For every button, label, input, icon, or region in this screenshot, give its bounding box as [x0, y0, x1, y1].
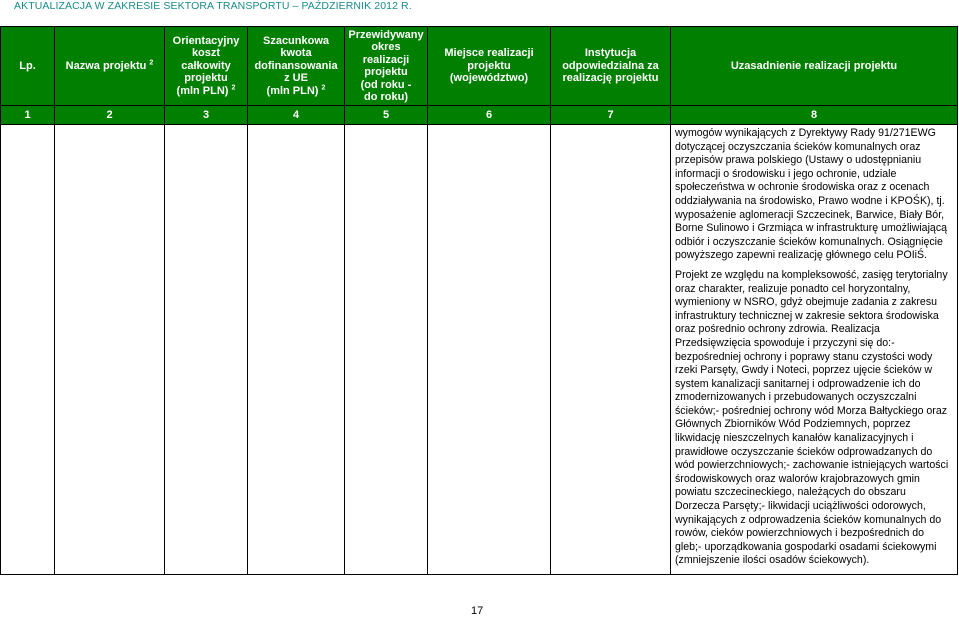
column-number: 2 — [55, 106, 165, 125]
header-line: projektu — [184, 72, 228, 85]
header-line: dofinansowania — [254, 59, 338, 72]
column-number: 7 — [551, 106, 671, 125]
header-institution — [551, 27, 671, 106]
header-line: Przewidywany — [348, 28, 424, 41]
column-number-row — [1, 106, 958, 125]
cell-total-cost — [165, 125, 248, 575]
footnote-marker: 2 — [149, 59, 154, 67]
header-line: Szacunkowa — [262, 34, 330, 47]
page-number: 17 — [471, 605, 484, 617]
cell-eu-funding — [248, 125, 345, 575]
table-row — [1, 125, 958, 575]
column-number: 8 — [671, 106, 958, 125]
header-line: realizację projektu — [562, 72, 659, 85]
header-line: Nazwa projektu — [65, 59, 147, 72]
justification-paragraph: wymogów wynikających z Dyrektywy Rady 91/271EWG dotyczącej oczyszczania ścieków komunalnych oraz przepisów prawa polskiego (Ustawy o udostępnianiu informacji o środowisku i jego ochronie, udziale społeczeństwa w ochronie środowiska oraz z ocenach oddziaływania na środowisko, Prawo wodne i KPOŚK), tj. wyposażenie aglomeracji Szczecinek, Barwice, Biały Bór, Borne Sulinowo i Grzmiąca w infrastrukturę umożliwiającą odbiór i oczyszczanie ścieków komunalnych. Osiągnięcie powyższego zapewni realizację głównego celu POIiŚ. — [675, 127, 948, 262]
header-line: (mln PLN) — [176, 84, 229, 97]
header-line: projektu — [364, 66, 408, 78]
header-eu-funding — [248, 27, 345, 106]
footnote-marker: 2 — [321, 84, 326, 92]
header-line: odpowiedzialna za — [562, 59, 659, 72]
cell-period — [345, 125, 428, 575]
cell-lp — [1, 125, 55, 575]
header-line: całkowity — [181, 59, 231, 72]
header-line: Uzasadnienie realizacji projektu — [730, 59, 898, 72]
header-row — [1, 27, 958, 106]
column-number: 3 — [165, 106, 248, 125]
column-number: 5 — [345, 106, 428, 125]
header-line: Miejsce realizacji — [444, 47, 534, 60]
footnote-marker: 2 — [231, 84, 236, 92]
cell-justification — [671, 125, 958, 575]
header-justification — [671, 27, 958, 106]
column-number: 4 — [248, 106, 345, 125]
header-lp — [1, 27, 55, 106]
header-line: realizacji — [362, 53, 410, 66]
justification-paragraph: Projekt ze względu na kompleksowość, zasięg terytorialny oraz charakter, realizuje ponadto cel horyzontalny, wymieniony w NSRO, gdyż obejmuje zadania z zakresu infrastruktury technicznej w zakresie sektora środowiska oraz pośrednio ochrony zdrowia. Realizacja Przedsięwzięcia spowoduje i przyczyni się do:- bezpośredniej ochrony i poprawy stanu czystości wody rzeki Parsęty, Gwdy i Noteci, poprzez ujęcie ścieków w system kanalizacji sanitarnej i odprowadzenie ich do zmodernizowanych i przebudowanych oczyszczalni ścieków;- pośredniej ochrony wód Morza Bałtyckiego oraz Głównych Zbiorników Wód Podziemnych, poprzez likwidację nieszczelnych kanałów kanalizacyjnych i prawidłowe oczyszczanie ścieków odprowadzanych do wód powierzchniowych;- zachowanie istniejących wartości środowiskowych oraz walorów krajobrazowych gmin powiatu szczecineckiego, należących do obszaru Dorzecza Parsęty;- likwidacji uciążliwości odorowych, wynikających z odprowadzenia ścieków komunalnych do rowów, cieków powierzchniowych i bezpośrednich do gleb;- uporządkowania gospodarki osadami ściekowymi (zmniejszenie ilości osadów ściekowych). — [675, 268, 949, 567]
header-line: projektu — [467, 59, 511, 72]
header-line: Lp. — [19, 59, 36, 72]
cell-location — [428, 125, 551, 575]
project-table — [0, 26, 958, 575]
header-line: do roku) — [364, 91, 408, 103]
header-line: (od roku - — [360, 78, 412, 91]
page-header: AKTUALIZACJA W ZAKRESIE SEKTORA TRANSPORTU – PAŹDZIERNIK 2012 R. — [14, 0, 412, 12]
header-period — [345, 27, 428, 106]
header-line: (mln PLN) — [266, 84, 319, 97]
cell-institution — [551, 125, 671, 575]
column-number: 6 — [428, 106, 551, 125]
header-line: koszt — [191, 47, 221, 60]
cell-project-name — [55, 125, 165, 575]
header-line: Instytucja — [584, 47, 637, 60]
header-line: (województwo) — [449, 72, 529, 85]
header-line: Orientacyjny — [172, 34, 240, 47]
header-line: kwota — [280, 47, 312, 60]
header-total-cost — [165, 27, 248, 106]
header-line: okres — [371, 41, 401, 53]
header-project-name — [55, 27, 165, 106]
column-number: 1 — [1, 106, 55, 125]
header-line: z UE — [284, 72, 308, 85]
header-location — [428, 27, 551, 106]
